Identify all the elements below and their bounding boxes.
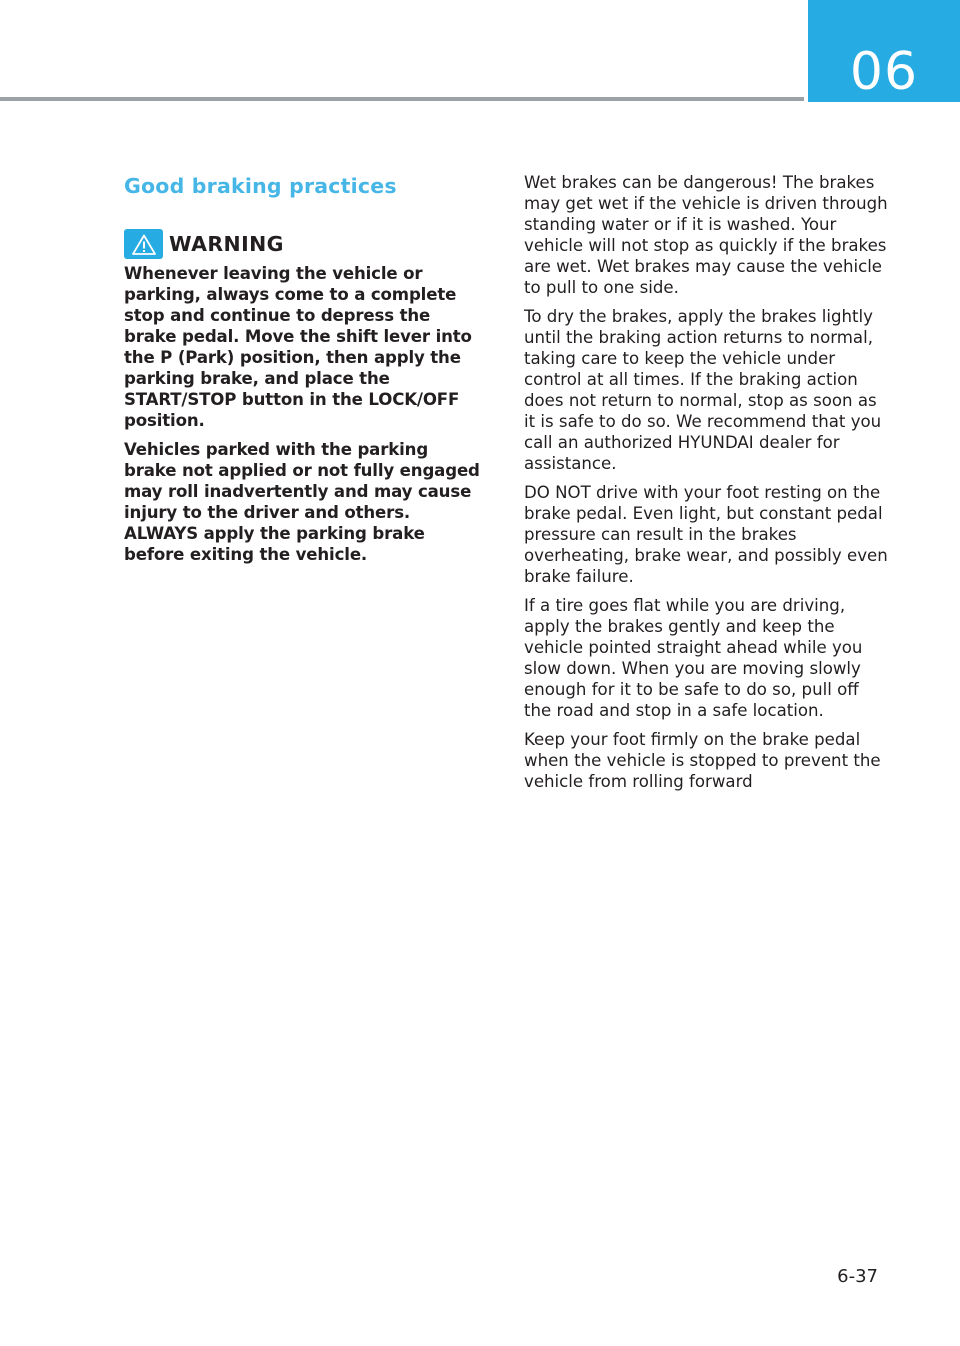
header-rule — [0, 97, 804, 101]
warning-paragraph-2: Vehicles parked with the parking brake not applied or not fully engaged may roll inadvertently and may cause injury to the driver and others. ALWAYS apply the parking brake before exiting the vehicle. — [124, 440, 480, 564]
body-paragraph-stopped: Keep your foot firmly on the brake pedal when the vehicle is stopped to prevent the vehicle from rolling forward — [524, 730, 881, 791]
page-number: 6-37 — [837, 1266, 878, 1287]
body-paragraph-dry-brakes: To dry the brakes, apply the brakes lightly until the braking action returns to normal, taking care to keep the vehicle under control at all times. If the braking action does not return to normal, stop as soon as it is safe to do so. We recommend that you call an authorized HYUNDAI dealer for assistance. — [524, 307, 882, 473]
warning-icon — [124, 229, 163, 259]
warning-paragraph-1: Whenever leaving the vehicle or parking, always come to a complete stop and continue to depress the brake pedal. Move the shift lever into the P (Park) position, then apply the parking brake, and place the START/STOP button in the LOCK/OFF position. — [124, 264, 472, 430]
section-heading: Good braking practices — [124, 174, 397, 198]
body-paragraph-wet-brakes: Wet brakes can be dangerous! The brakes may get wet if the vehicle is driven through standing water or if it is washed. Your vehicle will not stop as quickly if the brakes are wet. Wet brakes may cause the vehicle to pull to one side. — [524, 173, 888, 297]
right-column — [524, 172, 890, 800]
body-paragraph-foot-resting: DO NOT drive with your foot resting on the brake pedal. Even light, but constant pedal pressure can result in the brakes overheating, brake wear, and possibly even brake failure. — [524, 483, 888, 586]
chapter-tab: 06 — [808, 0, 960, 102]
warning-title: WARNING — [169, 232, 284, 256]
warning-header — [124, 229, 484, 259]
body-paragraph-flat-tire: If a tire goes flat while you are driving, apply the brakes gently and keep the vehicle pointed straight ahead while you slow down. When you are moving slowly enough for it to be safe to do so, pull off the road and stop in a safe location. — [524, 596, 863, 720]
left-column — [124, 172, 484, 565]
